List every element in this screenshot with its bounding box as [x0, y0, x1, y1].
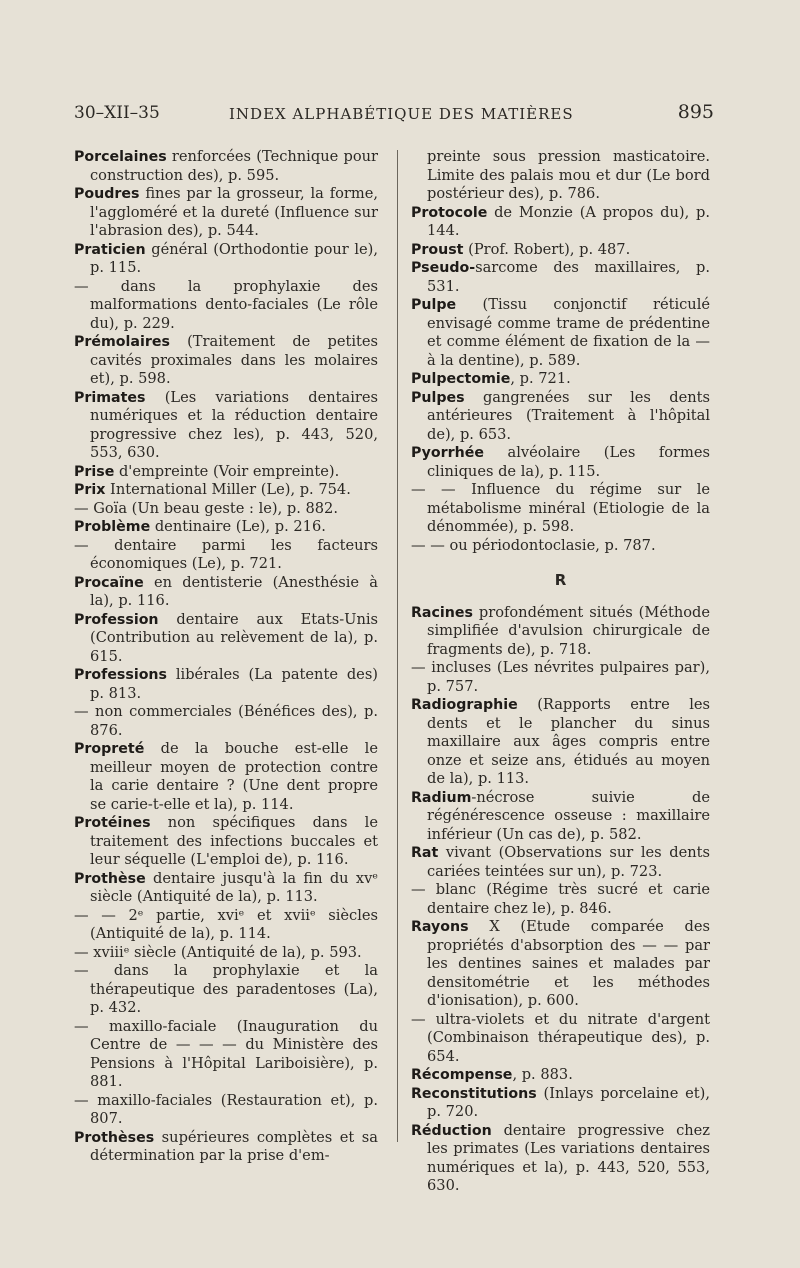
entry-text: (Inlays porcelaine et), p. 720.	[427, 1084, 710, 1120]
entry-text: (Les variations dentaires numériques et la réduction dentaire progressive chez les), p. 443, 520, 553, 630.	[90, 388, 378, 461]
index-entry	[411, 696, 710, 789]
index-entry	[74, 814, 378, 870]
index-entry	[74, 1092, 378, 1129]
index-entry	[411, 1011, 710, 1067]
index-entry	[74, 518, 378, 537]
index-entry	[74, 185, 378, 241]
index-entry	[74, 611, 378, 667]
index-entry	[74, 241, 378, 278]
entry-headword: Porcelaines	[74, 149, 167, 165]
index-entry	[74, 278, 378, 334]
entry-headword: Protéines	[74, 815, 151, 831]
entries-r	[411, 604, 710, 1196]
entry-headword: Proust	[411, 241, 464, 258]
section-letter: R	[554, 571, 567, 589]
index-entry	[74, 463, 378, 482]
entry-text: dentinaire (Le), p. 216.	[150, 518, 326, 535]
right-column	[411, 148, 710, 1196]
entry-headword: Reconstitutions	[411, 1085, 537, 1102]
entry-text: dentaire aux Etats-Unis (Contribution au relèvement de la), p. 615.	[90, 610, 378, 665]
entry-text: , p. 883.	[512, 1066, 573, 1083]
entry-text: (Rapports entre les dents et le plancher du sinus maxillaire aux âges compris entre onze et seize ans, étidués au moyen de la), p. 113.	[427, 696, 710, 787]
entry-headword: Prix	[74, 482, 106, 498]
entry-headword: Pulpes	[411, 389, 465, 406]
entry-text: — dans la prophylaxie des malformations dento-faciales (Le rôle du), p. 229.	[74, 277, 378, 332]
left-column	[74, 148, 378, 1166]
index-entry	[411, 789, 710, 845]
entry-text: — dentaire parmi les facteurs économiques (Le), p. 721.	[74, 536, 378, 572]
index-entry	[411, 241, 710, 260]
entry-headword: Profession	[74, 611, 159, 628]
index-entry	[411, 604, 710, 660]
entry-text: de Monzie (A propos du), p. 144.	[427, 203, 710, 239]
index-entry	[411, 918, 710, 1011]
entry-headword: Radiographie	[411, 697, 518, 713]
index-entry	[411, 296, 710, 370]
entry-headword: Rayons	[411, 919, 469, 935]
index-entry	[74, 481, 378, 500]
entry-text: — — ou périodontoclasie, p. 787.	[411, 536, 656, 554]
entry-text: International Miller (Le), p. 754.	[105, 481, 351, 498]
entry-text: non spécifiques dans le traitement des infections buccales et leur séquelle (L'emploi de), p. 116.	[90, 814, 378, 868]
page-header	[74, 101, 714, 135]
index-entry	[74, 1129, 378, 1166]
index-entry	[411, 148, 710, 204]
entry-text: — blanc (Régime très sucré et carie dentaire chez le), p. 846.	[411, 881, 710, 917]
entry-headword: Primates	[74, 389, 146, 406]
entry-text: alvéolaire (Les formes cliniques de la), p. 115.	[427, 444, 710, 480]
entry-headword: Pulpe	[411, 297, 457, 313]
entry-text: — xviiiᵉ siècle (Antiquité de la), p. 593.	[74, 943, 362, 961]
entry-text: — maxillo-faciales (Restauration et), p. 807.	[74, 1091, 378, 1127]
entry-text: en dentisterie (Anesthésie à la), p. 116.	[90, 573, 378, 609]
index-entry	[74, 574, 378, 611]
entry-headword: Rat	[411, 845, 439, 861]
entry-headword: Réduction	[411, 1122, 492, 1139]
index-entry	[74, 870, 378, 907]
entry-text: — maxillo-faciale (Inauguration du Centre de — — — du Ministère des Pensions à l'Hôpital Lariboisière), p. 881.	[74, 1017, 378, 1090]
column-divider	[397, 150, 398, 1142]
entry-headword: Prothèses	[74, 1129, 155, 1146]
index-entry	[411, 1122, 710, 1196]
entry-text: — incluses (Les névrites pulpaires par), p. 757.	[411, 659, 710, 695]
entry-text: (Prof. Robert), p. 487.	[463, 240, 631, 258]
index-entry	[411, 537, 710, 556]
entry-text: X (Etude comparée des propriétés d'absorption des — — par les dentines saines et malades par densitométrie et les méthodes d'ionisation), p. 600.	[427, 918, 710, 1009]
entry-headword: Praticien	[74, 241, 146, 258]
index-entry	[411, 370, 710, 389]
entry-headword: Protocole	[411, 204, 488, 221]
entry-headword: Récompense	[411, 1067, 513, 1083]
entry-headword: Radium	[411, 789, 472, 806]
index-entry	[411, 844, 710, 881]
entry-text: — — Influence du régime sur le métabolisme minéral (Etiologie de la dénommée), p. 598.	[411, 481, 710, 535]
entry-headword: Pseudo-	[411, 260, 476, 276]
entry-headword: Prise	[74, 463, 115, 480]
index-entry	[411, 259, 710, 296]
index-entry	[74, 500, 378, 519]
entry-text: fines par la grosseur, la forme, l'aggloméré et la dureté (Influence sur l'abrasion des), p. 544.	[90, 185, 378, 239]
index-entry	[411, 444, 710, 481]
entry-text: — dans la prophylaxie et la thérapeutique des paradentoses (La), p. 432.	[74, 962, 378, 1016]
entry-text: gangrenées sur les dents antérieures (Traitement à l'hôpital de), p. 653.	[427, 388, 710, 443]
entry-text: — ultra-violets et du nitrate d'argent (Combinaison thérapeutique des), p. 654.	[411, 1010, 710, 1065]
entry-headword: Professions	[74, 667, 167, 683]
entry-text: général (Orthodontie pour le), p. 115.	[90, 240, 378, 276]
entry-headword: Prémolaires	[74, 334, 170, 350]
entry-text: libérales (La patente des) p. 813.	[90, 666, 378, 702]
entry-text: supérieures complètes et sa détermination par la prise d'em-	[90, 1128, 378, 1164]
entry-headword: Propreté	[74, 741, 145, 757]
index-entry	[411, 389, 710, 445]
page-number: 895	[677, 101, 714, 123]
entry-text: , p. 721.	[510, 370, 571, 387]
header-date: 30–XII–35	[74, 103, 160, 123]
index-entry	[411, 659, 710, 696]
entry-text: d'empreinte (Voir empreinte).	[114, 462, 340, 480]
entry-text: — — 2ᵉ partie, xviᵉ et xviiᵉ siècles (Antiquité de la), p. 114.	[74, 906, 378, 942]
index-entry	[74, 962, 378, 1018]
entry-headword: Procaïne	[74, 574, 144, 591]
entry-headword: Pyorrhée	[411, 445, 484, 461]
index-entry	[74, 389, 378, 463]
index-entry	[74, 703, 378, 740]
entry-headword: Poudres	[74, 186, 140, 202]
entry-text: profondément situés (Méthode simplifiée d'avulsion chirurgicale de fragments de), p. 718.	[427, 603, 710, 658]
entries-p	[411, 148, 710, 555]
index-entry	[411, 481, 710, 537]
entry-text: (Traitement de petites cavités proximales dans les molaires et), p. 598.	[90, 333, 378, 387]
index-entry	[74, 1018, 378, 1092]
entry-text: — Goïa (Un beau geste : le), p. 882.	[74, 499, 338, 517]
index-entry	[74, 907, 378, 944]
index-entry	[74, 537, 378, 574]
entry-headword: Prothèse	[74, 870, 146, 887]
header-title: INDEX ALPHABÉTIQUE DES MATIÈRES	[229, 105, 574, 123]
entry-text: preinte sous pression masticatoire. Limite des palais mou et dur (Le bord postérieur des), p. 786.	[427, 148, 710, 202]
index-entry	[74, 740, 378, 814]
entry-text: sarcome des maxillaires, p. 531.	[427, 259, 710, 295]
entry-text: de la bouche est-elle le meilleur moyen de protection contre la carie dentaire ? (Une dent propre se carie-t-elle et la), p. 114.	[90, 740, 378, 813]
index-entry	[74, 148, 378, 185]
entry-text: — non commerciales (Bénéfices des), p. 876.	[74, 703, 378, 739]
index-entry	[74, 666, 378, 703]
entry-text: renforcées (Technique pour construction des), p. 595.	[90, 148, 378, 184]
index-entry	[411, 204, 710, 241]
entry-headword: Problème	[74, 519, 151, 535]
entry-text: vivant (Observations sur les dents cariées teintées sur un), p. 723.	[427, 844, 710, 880]
index-entry	[411, 1085, 710, 1122]
index-entry	[411, 1066, 710, 1085]
entry-text: dentaire jusqu'à la fin du xvᵉ siècle (Antiquité de la), p. 113.	[90, 869, 378, 905]
entry-headword: Racines	[411, 604, 473, 621]
entry-text: (Tissu conjonctif réticulé envisagé comme trame de prédentine et comme élément de fixation de la — à la dentine), p. 589.	[427, 296, 710, 369]
index-entry	[411, 881, 710, 918]
entry-headword: Pulpectomie	[411, 371, 511, 387]
index-entry	[74, 333, 378, 389]
index-entry	[74, 944, 378, 963]
entry-text: dentaire progressive chez les primates (Les variations dentaires numériques et la), p. 443, 520, 553, 630.	[427, 1121, 710, 1194]
entry-text: -nécrose suivie de régénérescence osseuse : maxillaire inférieur (Un cas de), p. 582.	[427, 788, 710, 843]
